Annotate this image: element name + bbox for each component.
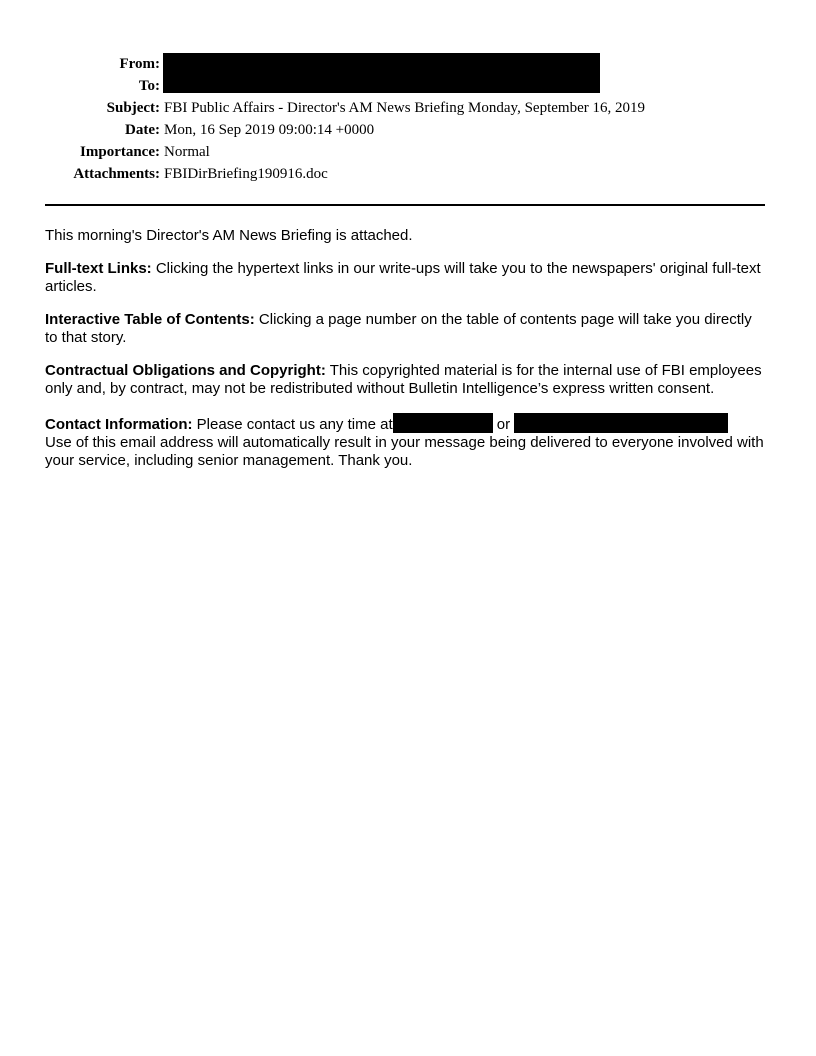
fulltext-paragraph: [45, 260, 765, 296]
toc-text: Clicking a page number on the table of contents page will take you directly to that story.: [45, 311, 752, 346]
to-label: To:: [138, 78, 160, 94]
intro-paragraph: [45, 227, 765, 245]
attachments-label: Attachments:: [73, 166, 160, 182]
subject-row: [0, 97, 816, 119]
subject-label: Subject:: [106, 100, 160, 116]
attachments-value: FBIDirBriefing190916.doc: [164, 166, 328, 182]
copyright-paragraph: [45, 362, 765, 398]
importance-label: Importance:: [80, 144, 160, 160]
fulltext-text: Clicking the hypertext links in our write-ups will take you to the newspapers' original full-text articles.: [45, 260, 761, 295]
redaction-contact-email: [514, 413, 728, 433]
importance-row: [0, 141, 816, 163]
toc-heading: Interactive Table of Contents:: [45, 311, 255, 328]
redaction-block-from-to: [163, 53, 600, 93]
attachments-row: [0, 163, 816, 185]
importance-value: Normal: [164, 144, 210, 160]
email-body: [45, 227, 765, 485]
copyright-heading: Contractual Obligations and Copyright:: [45, 362, 326, 379]
contact-paragraph: [45, 413, 765, 470]
date-row: [0, 119, 816, 141]
contact-or: or: [492, 416, 515, 433]
contact-heading: Contact Information:: [45, 416, 193, 433]
redaction-contact-phone: [393, 413, 493, 433]
from-label: From:: [119, 56, 160, 72]
intro-text: This morning's Director's AM News Briefing is attached.: [45, 227, 413, 244]
contact-text-a: Please contact us any time at: [192, 416, 393, 433]
subject-value: FBI Public Affairs - Director's AM News Briefing Monday, September 16, 2019: [164, 100, 645, 116]
date-value: Mon, 16 Sep 2019 09:00:14 +0000: [164, 122, 375, 138]
fulltext-heading: Full-text Links:: [45, 260, 152, 277]
contact-text-b: Use of this email address will automatically result in your message being delivered to everyone involved with your service, including senior management. Thank you.: [45, 434, 764, 469]
header-divider: [45, 204, 765, 206]
copyright-text: This copyrighted material is for the internal use of FBI employees only and, by contract, may not be redistributed without Bulletin Intelligence’s express written consent.: [45, 362, 762, 397]
toc-paragraph: [45, 311, 765, 347]
date-label: Date:: [125, 122, 160, 138]
